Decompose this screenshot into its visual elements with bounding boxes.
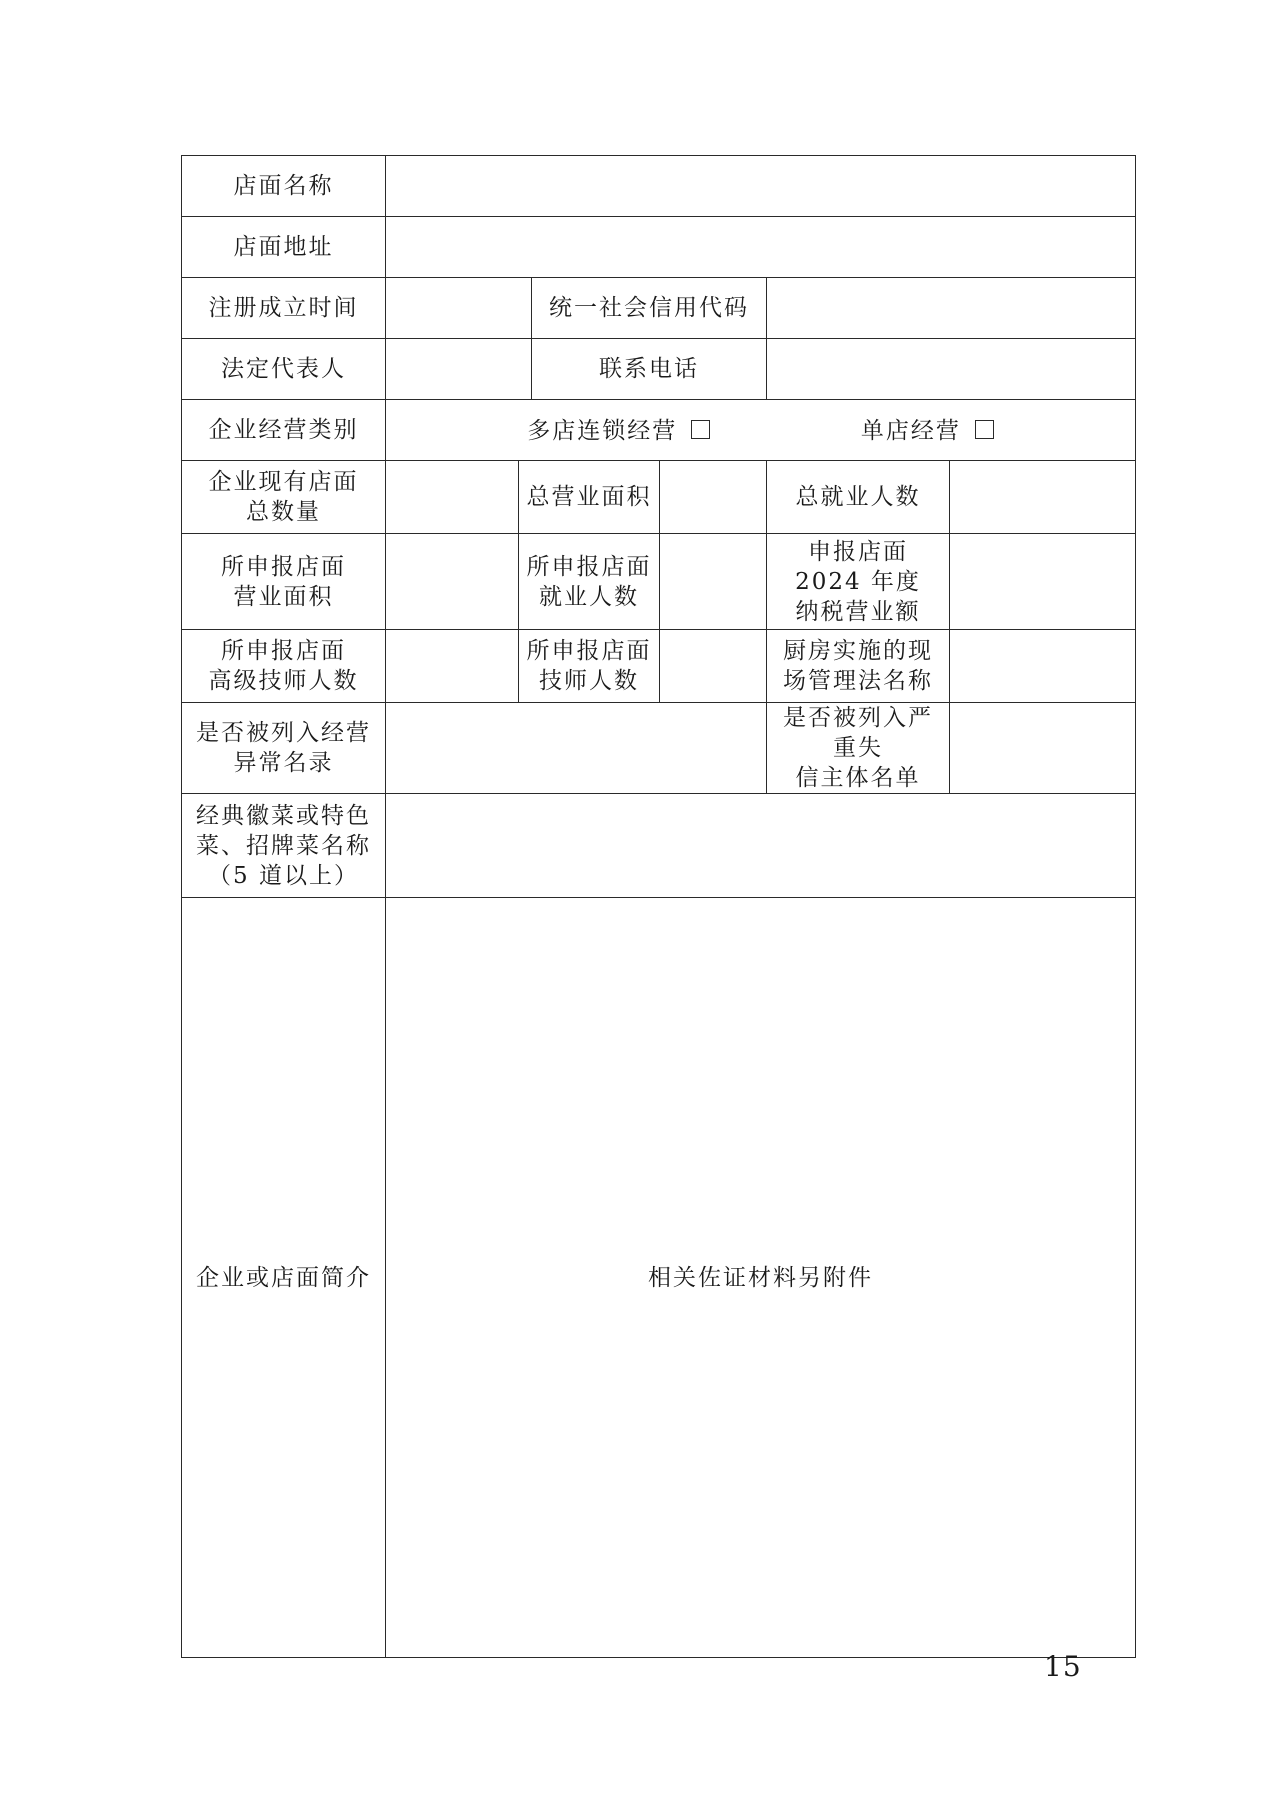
- total-area-label: 总营业面积: [519, 461, 660, 534]
- declared-revenue-field[interactable]: [950, 534, 1136, 630]
- row-store-name: [182, 156, 1136, 217]
- store-address-label: 店面地址: [182, 217, 386, 278]
- abnormal-list-label: 是否被列入经营 异常名录: [182, 703, 386, 794]
- row-introduction: [182, 898, 1136, 1658]
- registration-date-field[interactable]: [386, 278, 532, 339]
- store-name-field[interactable]: [386, 156, 1136, 217]
- total-employees-field[interactable]: [950, 461, 1136, 534]
- store-count-field[interactable]: [386, 461, 519, 534]
- business-category-label: 企业经营类别: [182, 400, 386, 461]
- abnormal-list-field[interactable]: [386, 703, 767, 794]
- row-store-address: [182, 217, 1136, 278]
- single-store-label: 单店经营: [860, 417, 961, 444]
- legal-rep-label: 法定代表人: [182, 339, 386, 400]
- legal-rep-field[interactable]: [386, 339, 532, 400]
- store-name-label: 店面名称: [182, 156, 386, 217]
- declared-employees-field[interactable]: [660, 534, 767, 630]
- credit-code-field[interactable]: [767, 278, 1136, 339]
- dishonest-list-label: 是否被列入严重失 信主体名单: [767, 703, 950, 794]
- credit-code-label: 统一社会信用代码: [532, 278, 767, 339]
- row-technicians: [182, 630, 1136, 703]
- business-category-options: [386, 400, 1136, 461]
- application-form-table: [181, 155, 1136, 1658]
- declared-revenue-label: 申报店面 2024 年度 纳税营业额: [767, 534, 950, 630]
- row-registration: [182, 278, 1136, 339]
- chain-operation-checkbox[interactable]: [691, 420, 710, 439]
- declared-employees-label: 所申报店面 就业人数: [519, 534, 660, 630]
- contact-phone-field[interactable]: [767, 339, 1136, 400]
- store-count-label: 企业现有店面 总数量: [182, 461, 386, 534]
- single-store-option[interactable]: [861, 416, 994, 446]
- row-legal-rep: [182, 339, 1136, 400]
- technicians-label: 所申报店面 技师人数: [519, 630, 660, 703]
- kitchen-method-field[interactable]: [950, 630, 1136, 703]
- total-employees-label: 总就业人数: [767, 461, 950, 534]
- declared-area-field[interactable]: [386, 534, 519, 630]
- dishonest-list-field[interactable]: [950, 703, 1136, 794]
- row-business-category: [182, 400, 1136, 461]
- signature-dishes-label: 经典徽菜或特色 菜、招牌菜名称 （5 道以上）: [182, 794, 386, 898]
- contact-phone-label: 联系电话: [532, 339, 767, 400]
- registration-date-label: 注册成立时间: [182, 278, 386, 339]
- row-credit-lists: [182, 703, 1136, 794]
- store-address-field[interactable]: [386, 217, 1136, 278]
- chain-operation-label: 多店连锁经营: [527, 417, 678, 444]
- page-number: 15: [1044, 1650, 1082, 1683]
- row-signature-dishes: [182, 794, 1136, 898]
- intro-content[interactable]: 相关佐证材料另附件: [386, 898, 1136, 1658]
- signature-dishes-field[interactable]: [386, 794, 1136, 898]
- chain-operation-option[interactable]: [527, 416, 710, 446]
- senior-technicians-label: 所申报店面 高级技师人数: [182, 630, 386, 703]
- single-store-checkbox[interactable]: [975, 420, 994, 439]
- row-declared-area: [182, 534, 1136, 630]
- technicians-field[interactable]: [660, 630, 767, 703]
- total-area-field[interactable]: [660, 461, 767, 534]
- kitchen-method-label: 厨房实施的现 场管理法名称: [767, 630, 950, 703]
- intro-label: 企业或店面简介: [182, 898, 386, 1658]
- row-store-count: [182, 461, 1136, 534]
- senior-technicians-field[interactable]: [386, 630, 519, 703]
- declared-area-label: 所申报店面 营业面积: [182, 534, 386, 630]
